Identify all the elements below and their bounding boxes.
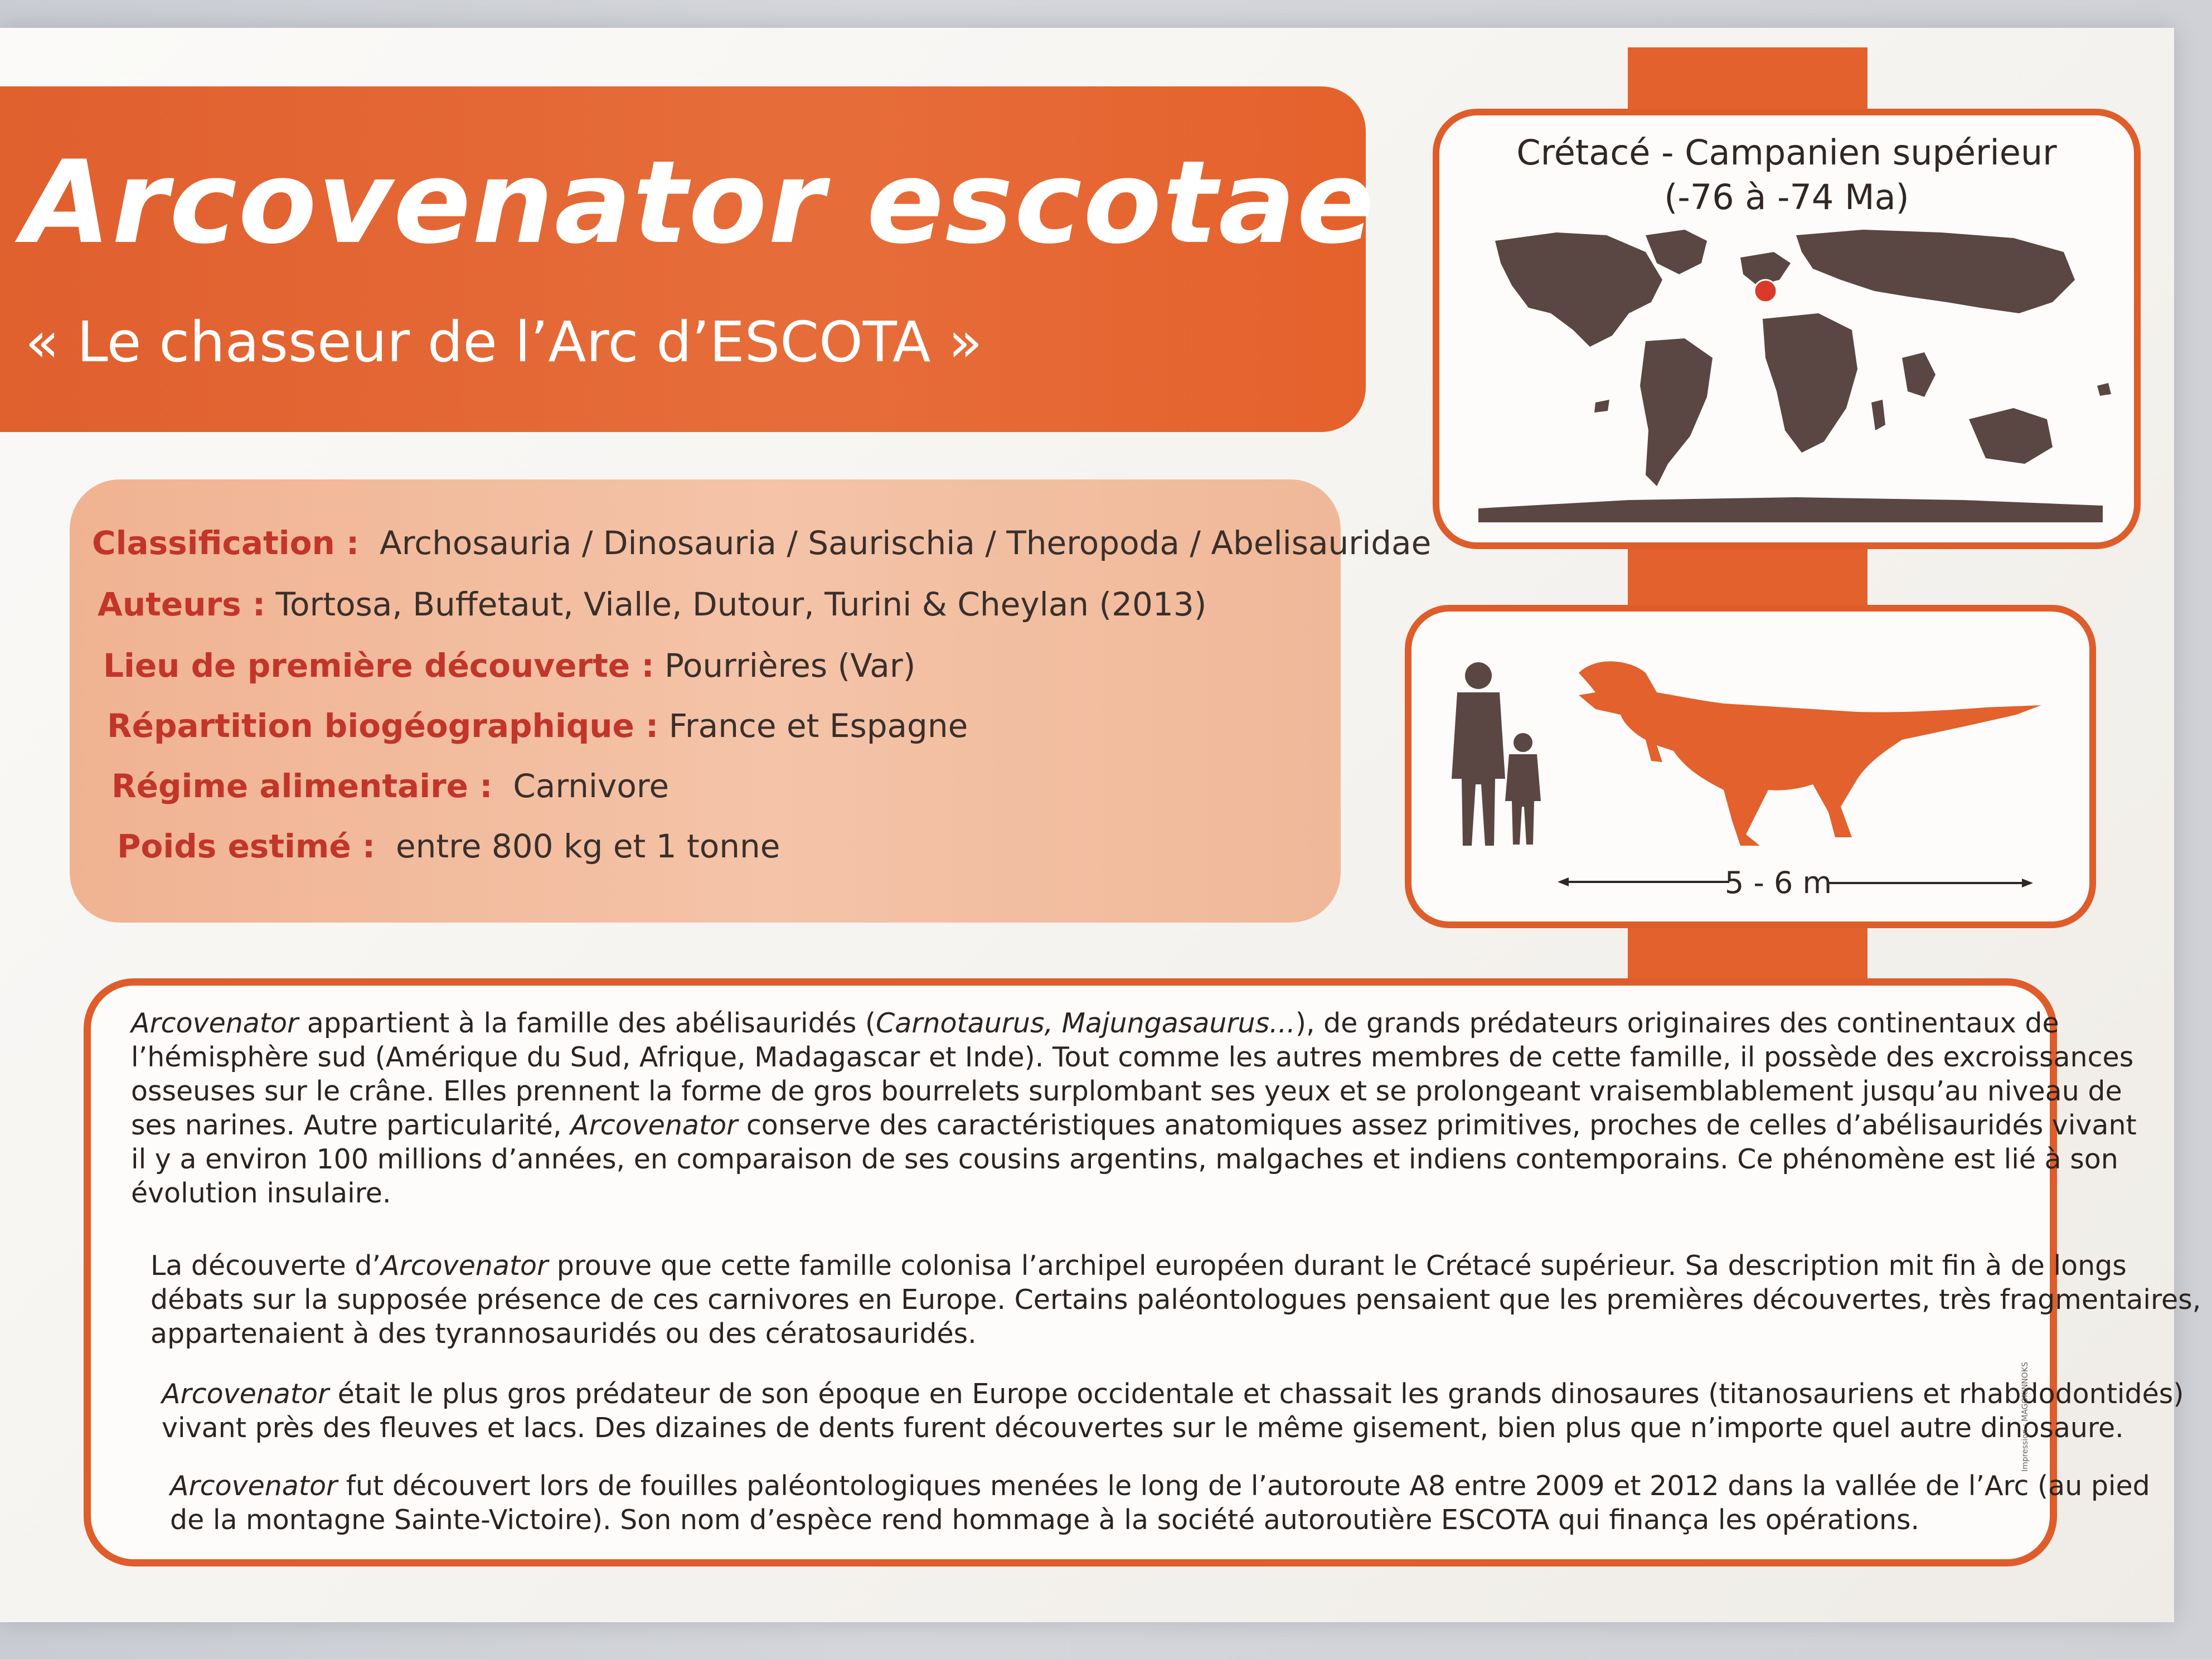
text-line: Arcovenator appartient à la famille des abélisauridés (Carnotaurus, Majungasaurus...), de grands prédateurs originaires des continentaux de xyxy=(131,1007,2059,1039)
location-marker xyxy=(1754,280,1777,302)
paragraph-1 xyxy=(131,1006,2137,1210)
info-row-classification xyxy=(92,524,1431,562)
text-line: l’hémisphère sud (Amérique du Sud, Afrique, Madagascar et Inde). Tout comme les autres membres de cette famille, il possède des excroissances xyxy=(131,1041,2134,1073)
paragraph-2 xyxy=(151,1249,2201,1351)
info-label: Répartition biogéographique : xyxy=(107,707,659,745)
info-value: Archosauria / Dinosauria / Saurischia / Theropoda / Abelisauridae xyxy=(380,524,1432,562)
india xyxy=(1902,352,1936,397)
text-line: il y a environ 100 millions d’années, en comparaison de ses cousins argentins, malgaches et indiens contemporains. Ce phénomène est lié à son xyxy=(131,1143,2118,1175)
info-label: Classification : xyxy=(92,524,360,562)
info-label: Auteurs : xyxy=(98,585,266,623)
africa xyxy=(1763,313,1857,453)
printer-credit: Impression : MAGOKINNOKS xyxy=(2021,1362,2030,1472)
info-value: entre 800 kg et 1 tonne xyxy=(395,827,780,865)
text-line: évolution insulaire. xyxy=(131,1177,391,1209)
info-value: Pourrières (Var) xyxy=(664,647,916,685)
species-title: Arcovenator escotae xyxy=(22,137,1376,269)
text-line: osseuses sur le crâne. Elles prennent la forme de gros bourrelets surplombant ses yeux et se prolongeant vraisemblablement jusqu’au niveau de xyxy=(131,1075,2122,1107)
period-line-2: (-76 à -74 Ma) xyxy=(1664,177,1909,217)
text-line: La découverte d’Arcovenator prouve que cette famille colonisa l’archipel européen durant le Crétacé supérieur. Sa description mit fin à de longs xyxy=(151,1250,2127,1282)
period-line-1: Crétacé - Campanien supérieur xyxy=(1516,132,2057,173)
size-comparison-figure xyxy=(1411,612,2103,935)
madagascar xyxy=(1871,400,1885,430)
arcovenator-silhouette xyxy=(1579,661,2041,846)
paragraph-3 xyxy=(162,1377,2184,1445)
paragraph-4 xyxy=(170,1469,2150,1537)
paleogeographic-map xyxy=(1462,219,2125,531)
child-human-silhouette xyxy=(1505,733,1541,845)
info-row-distribution xyxy=(107,707,968,745)
adult-human-silhouette xyxy=(1452,662,1505,846)
text-line: ses narines. Autre particularité, Arcovenator conserve des caractéristiques anatomiques assez primitives, proches de celles d’abélisauridés vivant xyxy=(131,1109,2137,1141)
text-line: appartenaient à des tyrannosauridés ou des cératosauridés. xyxy=(151,1318,977,1350)
paleomap-box xyxy=(1433,109,2141,549)
info-label: Régime alimentaire : xyxy=(111,767,493,805)
asia xyxy=(1796,230,2075,313)
info-value: Carnivore xyxy=(513,767,670,805)
text-line: Arcovenator était le plus gros prédateur de son époque en Europe occidentale et chassait les grands dinosaures (titanosauriens et rhabdodontidés) xyxy=(162,1378,2184,1410)
info-value: Tortosa, Buffetaut, Vialle, Dutour, Turini & Cheylan (2013) xyxy=(275,585,1207,623)
text-line: Arcovenator fut découvert lors de fouilles paléontologiques menées le long de l’autoroute A8 entre 2009 et 2012 dans la vallée de l’Arc (au pied xyxy=(170,1470,2150,1502)
text-line: débats sur la supposée présence de ces carnivores en Europe. Certains paléontologues pensaient que les premières découvertes, très fragmentaires, xyxy=(151,1284,2201,1316)
antarctica xyxy=(1478,497,2103,522)
australia xyxy=(1969,408,2053,464)
info-row-discovery-place xyxy=(103,647,915,685)
info-label: Lieu de première découverte : xyxy=(103,647,654,685)
north-america xyxy=(1495,232,1662,347)
info-row-weight xyxy=(117,827,780,865)
info-label: Poids estimé : xyxy=(117,827,376,865)
south-america xyxy=(1640,338,1713,486)
landmasses xyxy=(1478,230,2111,522)
info-row-authors xyxy=(98,585,1206,623)
length-label: 5 - 6 m xyxy=(1724,865,1832,900)
text-line: de la montagne Sainte-Victoire). Son nom d’espèce rend hommage à la société autoroutière ESCOTA qui finança les opérations. xyxy=(170,1504,1920,1536)
species-subtitle: « Le chasseur de l’Arc d’ESCOTA » xyxy=(25,309,983,375)
human-silhouettes xyxy=(1452,662,1541,846)
info-value: France et Espagne xyxy=(668,707,968,745)
size-comparison-box xyxy=(1405,605,2096,928)
text-line: vivant près des fleuves et lacs. Des dizaines de dents furent découvertes sur le même gisement, bien plus que n’importe quel autre dinosaure. xyxy=(162,1412,2124,1444)
info-row-diet xyxy=(111,767,669,805)
